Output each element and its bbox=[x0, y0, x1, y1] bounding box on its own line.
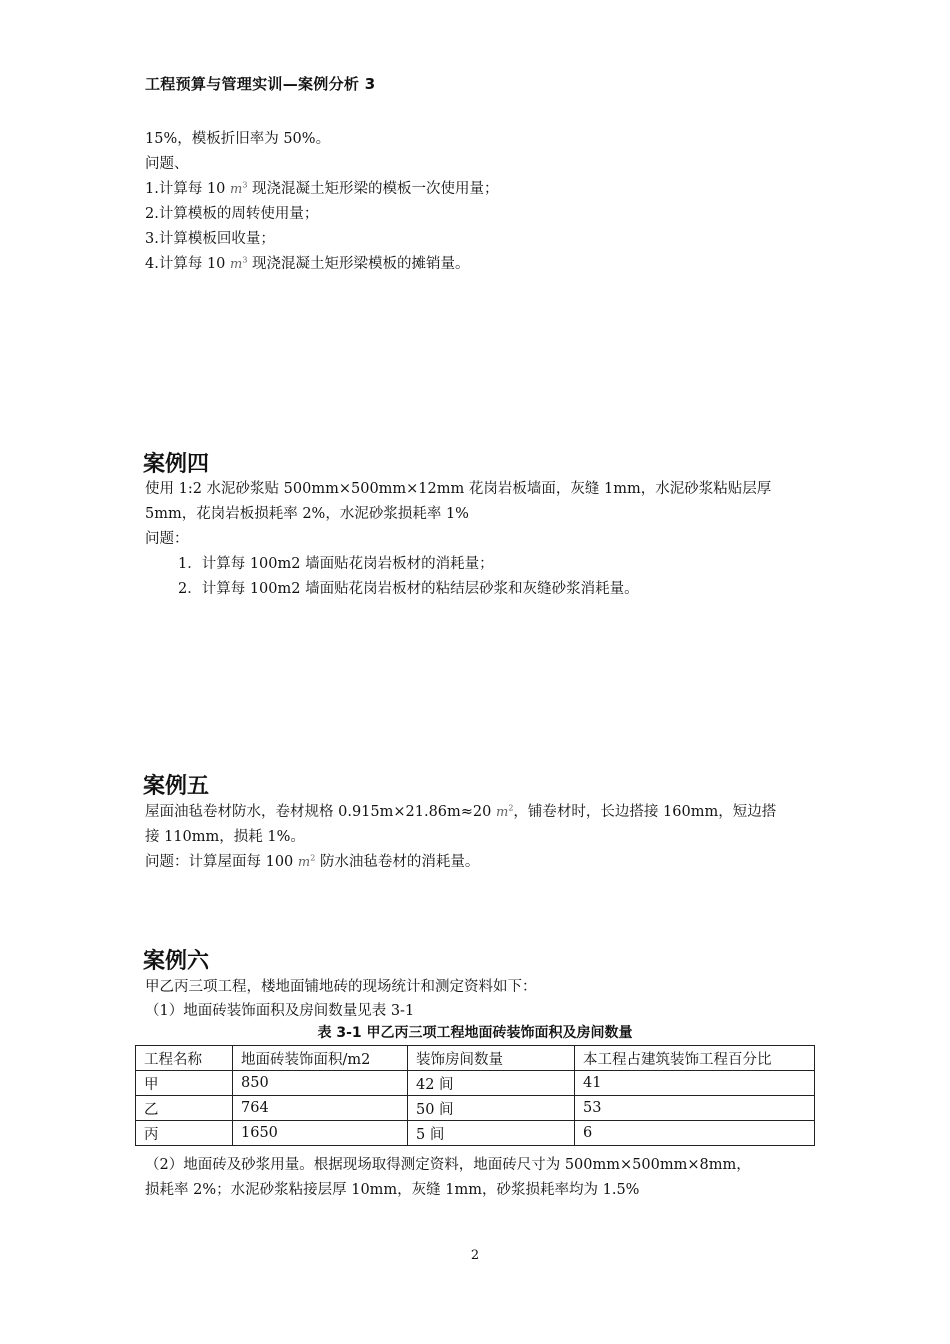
case4-question-2: 2．计算每 100m2 墙面贴花岗岩板材的粘结层砂浆和灰缝砂浆消耗量。 bbox=[178, 581, 639, 597]
page-header: 工程预算与管理实训—案例分析 3 bbox=[145, 75, 376, 93]
cubic-meter-unit: $m^3$ bbox=[230, 180, 248, 197]
table-header-cell: 地面砖装饰面积/m2 bbox=[233, 1046, 408, 1071]
case3-line1: 15%，模板折旧率为 50%。 bbox=[145, 131, 331, 147]
case6-item-2-line1: （2）地面砖及砂浆用量。根据现场取得测定资料，地面砖尺寸为 500mm×500mm×8mm， bbox=[145, 1157, 751, 1173]
square-meter-unit: $m^2$ bbox=[297, 853, 316, 870]
case4-body-line2: 5mm，花岗岩板损耗率 2%，水泥砂浆损耗率 1% bbox=[145, 506, 469, 522]
case3-question-3: 3.计算模板回收量； bbox=[145, 231, 275, 247]
case3-question-4: 4.计算每 10 $m^3$ 现浇混凝土矩形梁模板的摊销量。 bbox=[145, 255, 470, 272]
page-number: 2 bbox=[470, 1248, 480, 1263]
table-header-cell: 工程名称 bbox=[136, 1046, 233, 1071]
table-cell: 甲 bbox=[136, 1071, 233, 1096]
table-header-cell: 本工程占建筑装饰工程百分比 bbox=[575, 1046, 815, 1071]
case4-title: 案例四 bbox=[143, 451, 210, 477]
case5-body-line2: 接 110mm，损耗 1%。 bbox=[145, 829, 305, 845]
table-row bbox=[136, 1071, 815, 1096]
case5-body-line1: 屋面油毡卷材防水，卷材规格 0.915m×21.86m≈20 $m^2$，铺卷材时，长边搭接 160mm，短边搭 bbox=[145, 803, 777, 820]
case3-question-2: 2.计算模板的周转使用量； bbox=[145, 206, 319, 222]
table-cell: 42 间 bbox=[408, 1071, 575, 1096]
table-cell: 乙 bbox=[136, 1096, 233, 1121]
table-cell: 50 间 bbox=[408, 1096, 575, 1121]
table-caption: 表 3-1 甲乙丙三项工程地面砖装饰面积及房间数量 bbox=[317, 1025, 633, 1041]
table-cell: 850 bbox=[233, 1071, 408, 1096]
table-cell: 764 bbox=[233, 1096, 408, 1121]
case4-question-label: 问题： bbox=[145, 531, 189, 547]
table-cell: 41 bbox=[575, 1071, 815, 1096]
table-cell: 丙 bbox=[136, 1121, 233, 1146]
case5-question: 问题：计算屋面每 100 $m^2$ 防水油毡卷材的消耗量。 bbox=[145, 853, 480, 870]
table-row bbox=[136, 1121, 815, 1146]
cubic-meter-unit: $m^3$ bbox=[230, 255, 248, 272]
case6-title: 案例六 bbox=[143, 948, 210, 974]
table-cell: 5 间 bbox=[408, 1121, 575, 1146]
case4-question-1: 1．计算每 100m2 墙面贴花岗岩板材的消耗量； bbox=[178, 556, 494, 572]
table-cell: 6 bbox=[575, 1121, 815, 1146]
data-table bbox=[135, 1045, 815, 1146]
table-header-row bbox=[136, 1046, 815, 1071]
case5-title: 案例五 bbox=[143, 773, 210, 799]
square-meter-unit: $m^2$ bbox=[496, 803, 514, 820]
case3-question-1: 1.计算每 10 $m^3$ 现浇混凝土矩形梁的模板一次使用量； bbox=[145, 180, 499, 197]
case4-body-line1: 使用 1:2 水泥砂浆贴 500mm×500mm×12mm 花岗岩板墙面，灰缝 1mm，水泥砂浆粘贴层厚 bbox=[145, 481, 772, 497]
table-cell: 53 bbox=[575, 1096, 815, 1121]
case3-question-label: 问题、 bbox=[145, 156, 189, 172]
table-row bbox=[136, 1096, 815, 1121]
table-cell: 1650 bbox=[233, 1121, 408, 1146]
case6-item-1: （1）地面砖装饰面积及房间数量见表 3-1 bbox=[145, 1003, 415, 1019]
case6-intro: 甲乙丙三项工程，楼地面铺地砖的现场统计和测定资料如下： bbox=[145, 979, 537, 995]
table-header-cell: 装饰房间数量 bbox=[408, 1046, 575, 1071]
case6-item-2-line2: 损耗率 2%；水泥砂浆粘接层厚 10mm，灰缝 1mm，砂浆损耗率均为 1.5% bbox=[145, 1182, 640, 1198]
